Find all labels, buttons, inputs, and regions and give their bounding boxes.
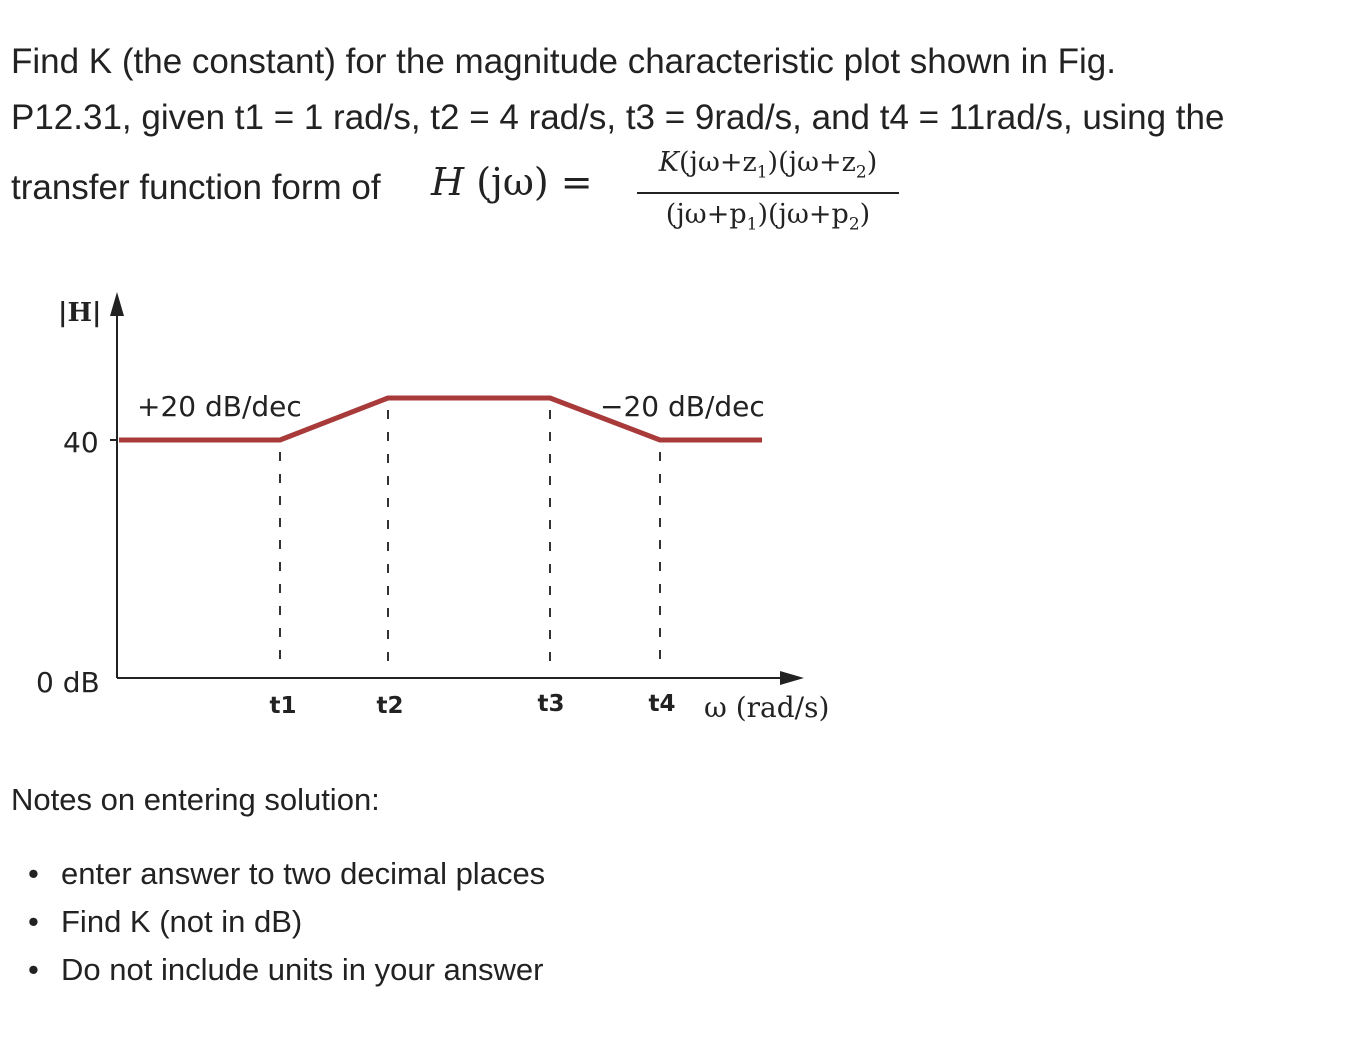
- slope-down-label: −20 dB/dec: [600, 390, 765, 423]
- formula-h: H: [431, 160, 465, 204]
- fraction-bar: [637, 192, 899, 194]
- slope-up-label: +20 dB/dec: [137, 390, 302, 423]
- question-line-2: P12.31, given t1 = 1 rad/s, t2 = 4 rad/s, t3 = 9rad/s, and t4 = 11rad/s, using the: [11, 98, 1225, 137]
- y-tick-0db: 0 dB: [36, 666, 100, 699]
- list-item: [28, 850, 545, 898]
- y-axis-label: |H|: [58, 298, 102, 328]
- x-axis-arrow: [780, 671, 804, 685]
- bullet-icon: •: [28, 856, 39, 891]
- bullet-icon: •: [28, 904, 39, 939]
- x-tick-t3: t3: [537, 691, 565, 717]
- formula-prefix: transfer function form of: [11, 168, 381, 207]
- notes-list: [28, 850, 545, 994]
- formula-arg: (jω): [476, 160, 549, 204]
- note-text: Find K (not in dB): [61, 904, 303, 939]
- list-item: [28, 946, 545, 994]
- bullet-icon: •: [28, 952, 39, 987]
- fraction-denominator: $(j\omega+p_1)(j\omega+p_2)$: [665, 199, 871, 235]
- x-tick-t1: t1: [269, 693, 297, 719]
- question-text: [11, 34, 1351, 235]
- x-tick-t4: t4: [648, 691, 676, 717]
- note-text: enter answer to two decimal places: [61, 856, 546, 891]
- note-text: Do not include units in your answer: [61, 952, 544, 987]
- fraction-numerator: $K(j\omega+z_1)(j\omega+z_2)$: [658, 147, 878, 183]
- transfer-function-fraction: [637, 146, 899, 242]
- x-axis-label: ω (rad/s): [704, 691, 830, 724]
- formula-lhs: [431, 154, 593, 210]
- formula-equals: =: [560, 160, 593, 204]
- list-item: [28, 898, 545, 946]
- y-axis-arrow: [110, 292, 124, 316]
- notes-title: Notes on entering solution:: [11, 782, 380, 817]
- question-line-3: [11, 146, 1351, 235]
- x-tick-t2: t2: [376, 693, 404, 719]
- question-line-1: Find K (the constant) for the magnitude characteristic plot shown in Fig.: [11, 42, 1116, 81]
- y-tick-40: 40: [63, 426, 99, 459]
- magnitude-plot: [0, 280, 900, 740]
